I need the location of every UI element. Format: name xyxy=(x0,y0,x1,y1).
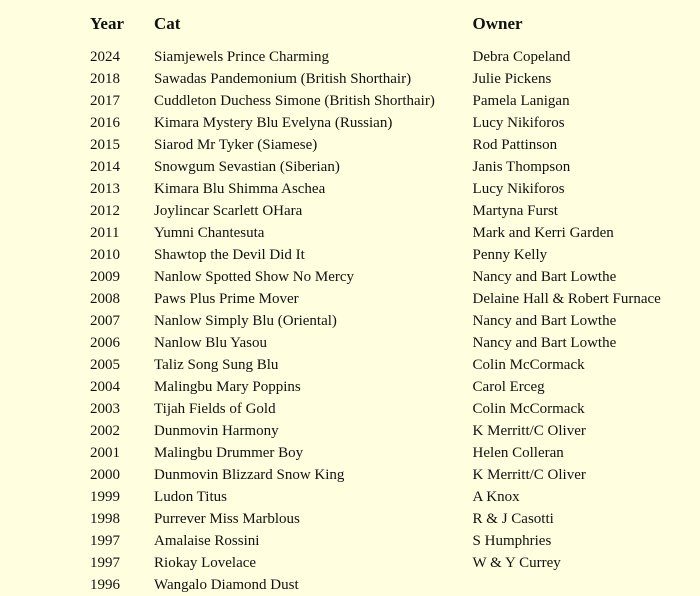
cat-cell: Ludon Titus xyxy=(154,488,227,505)
owner-cell xyxy=(473,574,700,596)
table-row xyxy=(90,68,700,90)
cat-cell: Malingbu Drummer Boy xyxy=(154,444,304,461)
owner-cell: Martyna Furst xyxy=(472,202,558,219)
table-header xyxy=(90,8,700,40)
table-row xyxy=(90,112,700,134)
table-row xyxy=(90,442,700,464)
cat-cell: Siamjewels Prince Charming xyxy=(154,48,329,65)
year-cell: 2008 xyxy=(90,290,120,307)
cat-cell: Riokay Lovelace xyxy=(154,554,257,571)
owner-cell: Mark and Kerri Garden xyxy=(472,224,614,241)
cat-cell: Taliz Song Sung Blu xyxy=(154,356,279,373)
cat-cell: Shawtop the Devil Did It xyxy=(154,246,305,263)
cat-cell: Amalaise Rossini xyxy=(154,532,260,549)
cat-cell: Joylincar Scarlett OHara xyxy=(154,202,303,219)
owner-cell: Julie Pickens xyxy=(472,70,552,87)
owner-cell: R & J Casotti xyxy=(472,510,554,527)
cat-cell: Nanlow Spotted Show No Mercy xyxy=(154,268,355,285)
owner-cell: W & Y Currey xyxy=(472,554,561,571)
header-owner: Owner xyxy=(472,14,523,33)
year-cell: 2006 xyxy=(90,334,120,351)
cat-cell: Siarod Mr Tyker (Siamese) xyxy=(154,136,318,153)
cat-cell: Yumni Chantesuta xyxy=(154,224,265,241)
year-cell: 2001 xyxy=(90,444,120,461)
cat-cell: Wangalo Diamond Dust xyxy=(154,576,299,593)
table-row xyxy=(90,464,700,486)
year-cell: 2011 xyxy=(90,224,120,241)
table-row xyxy=(90,288,700,310)
owner-cell: Nancy and Bart Lowthe xyxy=(472,312,617,329)
year-cell: 2000 xyxy=(90,466,120,483)
year-cell: 2003 xyxy=(90,400,120,417)
cat-cell: Kimara Blu Shimma Aschea xyxy=(154,180,326,197)
owner-cell: Janis Thompson xyxy=(472,158,571,175)
table-row xyxy=(90,178,700,200)
year-cell: 1997 xyxy=(90,532,120,549)
year-cell: 1996 xyxy=(90,576,120,593)
owner-cell: K Merritt/C Oliver xyxy=(472,422,586,439)
cat-cell: Purrever Miss Marblous xyxy=(154,510,300,527)
table-row xyxy=(90,156,700,178)
owner-cell: Debra Copeland xyxy=(472,48,571,65)
owner-cell: Pamela Lanigan xyxy=(472,92,570,109)
header-cat: Cat xyxy=(154,14,181,33)
owner-cell: Nancy and Bart Lowthe xyxy=(472,268,617,285)
cat-cell: Paws Plus Prime Mover xyxy=(154,290,299,307)
year-cell: 2004 xyxy=(90,378,120,395)
year-cell: 2010 xyxy=(90,246,120,263)
table-row xyxy=(90,354,700,376)
year-cell: 2024 xyxy=(90,48,120,65)
cat-cell: Kimara Mystery Blu Evelyna (Russian) xyxy=(154,114,393,131)
table-row xyxy=(90,508,700,530)
table-row xyxy=(90,552,700,574)
table-row xyxy=(90,376,700,398)
table-row xyxy=(90,244,700,266)
year-cell: 1998 xyxy=(90,510,120,527)
table-row xyxy=(90,574,700,596)
cat-cell: Dunmovin Blizzard Snow King xyxy=(154,466,345,483)
owner-cell: Rod Pattinson xyxy=(472,136,558,153)
year-cell: 1997 xyxy=(90,554,120,571)
table-body xyxy=(90,40,700,596)
table-row xyxy=(90,530,700,552)
header-year: Year xyxy=(90,14,124,33)
year-cell: 2012 xyxy=(90,202,120,219)
table-row xyxy=(90,310,700,332)
owner-cell: Colin McCormack xyxy=(472,356,585,373)
owner-cell: Lucy Nikiforos xyxy=(472,180,565,197)
owner-cell: Carol Erceg xyxy=(472,378,545,395)
cat-cell: Sawadas Pandemonium (British Shorthair) xyxy=(154,70,412,87)
cat-cell: Cuddleton Duchess Simone (British Shorthair) xyxy=(154,92,435,109)
year-cell: 2013 xyxy=(90,180,120,197)
table-row xyxy=(90,90,700,112)
table-row xyxy=(90,332,700,354)
cat-cell: Tijah Fields of Gold xyxy=(154,400,276,417)
year-cell: 2014 xyxy=(90,158,120,175)
table-row xyxy=(90,266,700,288)
year-cell: 2017 xyxy=(90,92,120,109)
cat-cell: Snowgum Sevastian (Siberian) xyxy=(154,158,340,175)
year-cell: 2002 xyxy=(90,422,120,439)
year-cell: 1999 xyxy=(90,488,120,505)
owner-cell: Helen Colleran xyxy=(472,444,564,461)
results-table xyxy=(90,8,700,596)
table-row xyxy=(90,420,700,442)
table-row xyxy=(90,486,700,508)
year-cell: 2018 xyxy=(90,70,120,87)
header-row xyxy=(90,8,700,40)
year-cell: 2005 xyxy=(90,356,120,373)
cat-cell: Malingbu Mary Poppins xyxy=(154,378,301,395)
owner-cell: Nancy and Bart Lowthe xyxy=(472,334,617,351)
table-row xyxy=(90,134,700,156)
owner-cell: S Humphries xyxy=(472,532,552,549)
cat-cell: Nanlow Simply Blu (Oriental) xyxy=(154,312,337,329)
table-row xyxy=(90,222,700,244)
year-cell: 2007 xyxy=(90,312,120,329)
table-row xyxy=(90,398,700,420)
table-row xyxy=(90,46,700,68)
owner-cell: K Merritt/C Oliver xyxy=(472,466,586,483)
year-cell: 2015 xyxy=(90,136,120,153)
owner-cell: Colin McCormack xyxy=(472,400,585,417)
owner-cell: A Knox xyxy=(472,488,520,505)
owner-cell: Lucy Nikiforos xyxy=(472,114,565,131)
owner-cell: Delaine Hall & Robert Furnace xyxy=(472,290,661,307)
year-cell: 2009 xyxy=(90,268,120,285)
cat-cell: Dunmovin Harmony xyxy=(154,422,279,439)
owner-cell: Penny Kelly xyxy=(472,246,548,263)
cat-cell: Nanlow Blu Yasou xyxy=(154,334,267,351)
year-cell: 2016 xyxy=(90,114,120,131)
table-row xyxy=(90,200,700,222)
